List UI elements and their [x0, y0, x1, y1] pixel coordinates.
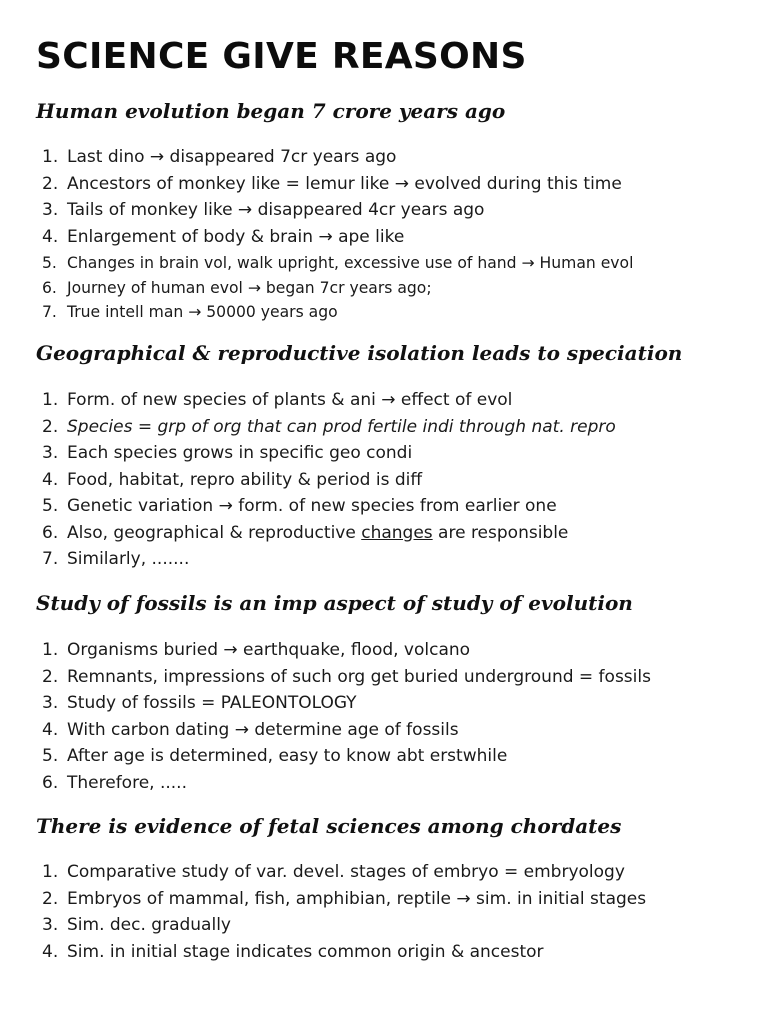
- section-heading-speciation: Geographical & reproductive isolation leads to speciation: [36, 341, 683, 365]
- section-heading-chordates: There is evidence of fetal sciences among chordates: [36, 814, 622, 838]
- page-title: SCIENCE GIVE REASONS: [36, 36, 527, 77]
- section-heading-fossils: Study of fossils is an imp aspect of study of evolution: [36, 591, 633, 615]
- section-heading-human-evolution: Human evolution began 7 crore years ago: [36, 99, 506, 123]
- underlined-word: changes: [361, 522, 433, 543]
- document-page: SCIENCE GIVE REASONS Human evolution began 7 crore years ago 1. Last dino → disappeared 7cr years ago 2. Ancestors of monkey like = lemur like → evolved during this time 3. Tails of monkey like → disappeared 4cr years ago 4. Enlargement of body & brain → ape like 5. Changes in brain vol, walk upright, excessive use of hand → Human evol 6. Journey of human evol → began 7cr years ago; 7. True intell man → 50000 years ago Geographical & reproductive isolation leads to speciation 1. Form. of new species of plants & ani → effect of evol 2. Species = grp of org that can prod fertile indi through nat. repro 3. Each species grows in specific geo condi 4. Food, habitat, repro ability & period is diff 5. Genetic variation → form. of new species from earlier one 6. Also, geographical & reproductive changes are responsible 7. Similarly, ....... Study of fossils is an imp aspect of study of evolution 1. Organisms buried → earthquake, flood, volcano 2. Remnants, impressions of such org get buried underground = fossils 3. Study of fossils = PALEONTOLOGY 4. With carbon dating → determine age of fossils 5. After age is determined, easy to know abt erstwhile 6. Therefore, ..... There is evidence of fetal sciences among chordates 1. Comparative study of var. devel. stages of embryo = embryology 2. Embryos of mammal, fish, amphibian, reptile → sim. in initial stages 3. Sim. dec. gradually 4. Sim. in initial stage indicates common origin & ancestor: [36, 36, 683, 962]
